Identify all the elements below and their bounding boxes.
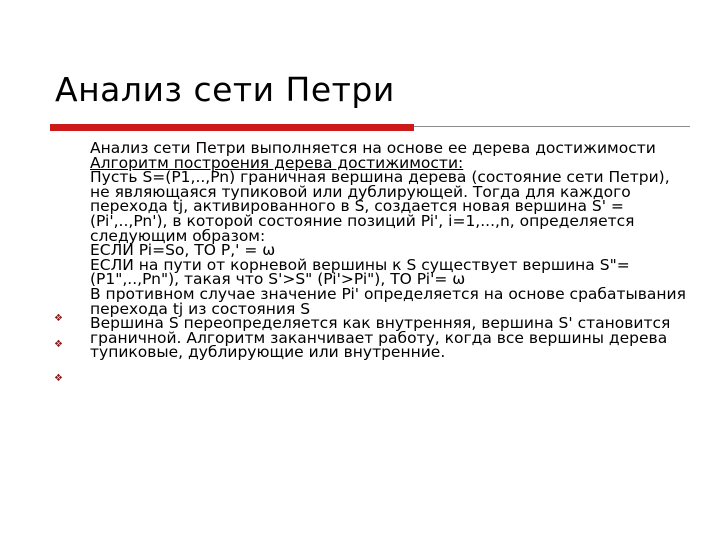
paragraph-algorithm-heading: Алгоритм построения дерева достижимости:	[90, 153, 464, 172]
diamond-bullet-icon: ❖	[54, 373, 63, 384]
paragraph-intro: Анализ сети Петри выполняется на основе ее дерева достижимости	[90, 139, 656, 157]
diamond-bullet-icon: ❖	[54, 313, 63, 324]
slide-title: Анализ сети Петри	[55, 70, 395, 109]
diamond-bullet-icon: ❖	[54, 339, 63, 350]
bullet-item-condition-2: ЕСЛИ на пути от корневой вершины к S существует вершина S"=(P1",..,Pn"), такая что S'>S" (Pi'>Pi"), ТО Pi'= ω	[90, 255, 630, 289]
bullet-item-condition-1: ЕСЛИ Pi=Sо, ТО P,' = ω	[90, 241, 276, 260]
slide-body	[90, 141, 690, 360]
paragraph-conclusion: Вершина S переопределяется как внутренняя, вершина S' становится граничной. Алгоритм заканчивает работу, когда все вершины дерева тупиковые, дублирующие или внутренние.	[90, 314, 671, 362]
bullet-item-condition-3: В противном случае значение Pi' определяется на основе срабатывания перехода tj из состояния S	[90, 284, 686, 318]
paragraph-algorithm-step: Пусть S=(P1,..,Pn) граничная вершина дерева (состояние сети Петри), не являющаяся тупиковой или дублирующей. Тогда для каждого перехода tj, активированного в S, создается новая вершина S' =(Pi',..,Pn'), в которой состояние позиций Pi', i=1,...,n, определяется следующим образом:	[90, 168, 670, 245]
title-accent-bar	[50, 124, 414, 131]
